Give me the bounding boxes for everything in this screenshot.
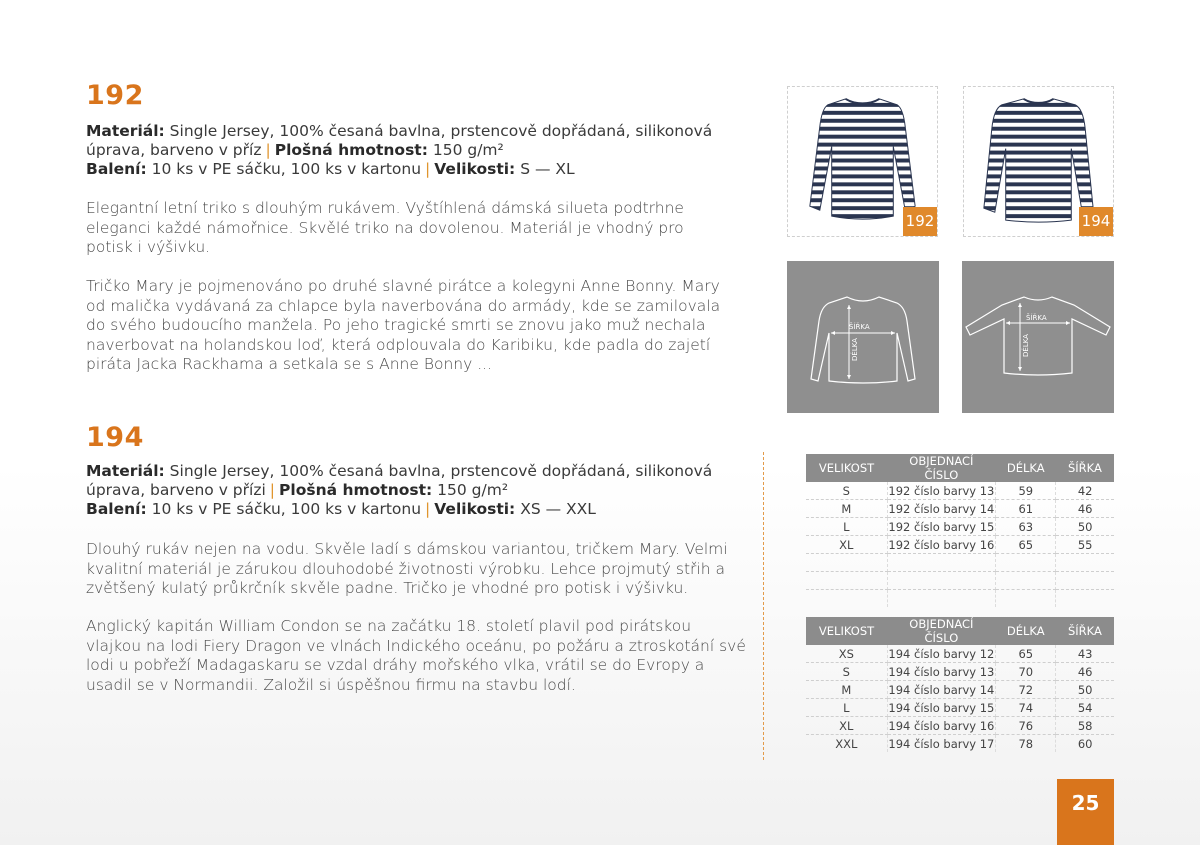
weight-label: Plošná hmotnost:: [274, 141, 428, 159]
table-row: [806, 717, 1114, 735]
cell-order-number: 194 číslo barvy 14: [888, 682, 995, 697]
cell-size: XXL: [806, 735, 887, 753]
table-header-row: [806, 617, 1114, 645]
table-row: [806, 482, 1114, 500]
packing-label: Balení:: [86, 500, 147, 518]
cell-order-number: 194 číslo barvy 13: [888, 664, 995, 679]
product-194-title: 194: [86, 422, 144, 453]
cell-width: 58: [1056, 717, 1114, 735]
cell-size: L: [806, 699, 887, 717]
width-label: ŠÍŘKA: [1026, 314, 1047, 322]
size-table-192: [806, 454, 1114, 607]
table-row: [806, 699, 1114, 717]
cell-length: 65: [996, 645, 1056, 663]
cell-size: XS: [806, 645, 887, 663]
col-width: ŠÍŘKA: [1056, 454, 1114, 482]
table-row: [806, 663, 1114, 681]
product-photo-194: [963, 86, 1114, 237]
separator: |: [425, 160, 431, 178]
cell-width: 50: [1056, 681, 1114, 699]
material-value: Single Jersey, 100% česaná bavlna, prstencově dopřádaná, silikonová úprava, barveno v příz: [86, 122, 713, 159]
column-divider: [763, 452, 764, 760]
col-order-number: OBJEDNACÍ ČÍSLO: [887, 617, 996, 645]
table-row: [806, 681, 1114, 699]
cell-order-number: 194 číslo barvy 12: [888, 646, 995, 661]
cell-width: 46: [1056, 663, 1114, 681]
product-194-description: Dlouhý rukáv nejen na vodu. Skvěle ladí s dámskou variantou, tričkem Mary. Velmi kvalitní materiál je zárukou dlouhodobé životnosti výrobku. Lehce projmutý střih a zvětšený kulatý průkrčník skvěle padne. Tričko je vhodné pro potisk i výšivku.: [86, 540, 728, 597]
cell-size: S: [806, 663, 887, 681]
material-label: Materiál:: [86, 122, 165, 140]
cell-length: 59: [996, 482, 1056, 500]
table-row: [806, 645, 1114, 663]
cell-size: M: [806, 500, 887, 518]
cell-order-number: 194 číslo barvy 17: [888, 736, 995, 751]
table-row-empty: [806, 572, 1114, 590]
product-192-story: Tričko Mary je pojmenováno po druhé slavné pirátce a kolegyni Anne Bonny. Mary od malička vydávaná za chlapce byla naverbována do armády, kde se zamilovala do svého budoucího manžela. Po jeho tragické smrti se znovu jako muž nechala naverbovat na holandskou loď, která odplouvala do Karibiku, kde padla do zajetí piráta Jacka Rackhama a setkala se s Anne Bonny ...: [86, 277, 721, 373]
cell-length: 63: [996, 518, 1056, 536]
cell-width: 42: [1056, 482, 1114, 500]
sizes-label: Velikosti:: [434, 160, 516, 178]
weight-value: 150 g/m²: [437, 481, 509, 499]
shirt-outline-drawing: [787, 261, 939, 413]
length-label: DÉLKA: [851, 338, 859, 361]
product-192-specs: [86, 122, 746, 179]
table-row-empty: [806, 554, 1114, 572]
cell-width: 54: [1056, 699, 1114, 717]
product-192-title: 192: [86, 80, 144, 111]
packing-value: 10 ks v PE sáčku, 100 ks v kartonu: [151, 500, 422, 518]
cell-size: S: [806, 482, 887, 500]
table-header-row: [806, 454, 1114, 482]
cell-length: 70: [996, 663, 1056, 681]
weight-label: Plošná hmotnost:: [279, 481, 433, 499]
material-label: Materiál:: [86, 462, 165, 480]
cell-order-number: 192 číslo barvy 15: [888, 519, 995, 534]
col-size: VELIKOST: [806, 454, 887, 482]
cell-width: 50: [1056, 518, 1114, 536]
cell-width: 46: [1056, 500, 1114, 518]
cell-width: 43: [1056, 645, 1114, 663]
product-194-specs: [86, 462, 746, 519]
cell-order-number: 192 číslo barvy 14: [888, 501, 995, 516]
product-code-badge: 192: [903, 207, 937, 236]
cell-size: M: [806, 681, 887, 699]
product-code-badge: 194: [1079, 207, 1113, 236]
product-194-story: Anglický kapitán William Condon se na začátku 18. století plavil pod pirátskou vlajkou na lodi Fiery Dragon ve vlnách Indického oceánu, po požáru a ztroskotání své lodi u pobřeží Madagaskaru se vzdal dráhy mořského vlka, vrátil se do Evropy a usadil se v Normandii. Založil si úspěšnou firmu na stavbu lodí.: [86, 617, 746, 694]
width-label: ŠÍŘKA: [849, 323, 870, 331]
table-row: [806, 518, 1114, 536]
material-value: Single Jersey, 100% česaná bavlna, prstencově dopřádaná, silikonová úprava, barveno v přízi: [86, 462, 713, 499]
cell-size: XL: [806, 717, 887, 735]
packing-value: 10 ks v PE sáčku, 100 ks v kartonu: [151, 160, 422, 178]
cell-size: XL: [806, 536, 887, 554]
cell-order-number: 194 číslo barvy 15: [888, 700, 995, 715]
size-table-194: [806, 617, 1114, 752]
product-192-description: Elegantní letní triko s dlouhým rukávem. Vyštíhlená dámská silueta podtrhne eleganci každé námořnice. Skvělé triko na dovolenou. Materiál je vhodný pro potisk i výšivku.: [86, 199, 684, 256]
sizes-value: S — XL: [520, 160, 575, 178]
col-width: ŠÍŘKA: [1056, 617, 1114, 645]
table-row: [806, 500, 1114, 518]
sizes-label: Velikosti:: [434, 500, 516, 518]
col-order-number: OBJEDNACÍ ČÍSLO: [887, 454, 996, 482]
cell-length: 72: [996, 681, 1056, 699]
sizes-value: XS — XXL: [520, 500, 596, 518]
col-length: DÉLKA: [996, 617, 1056, 645]
table-row: [806, 735, 1114, 753]
cell-length: 65: [996, 536, 1056, 554]
cell-width: 60: [1077, 736, 1093, 751]
cell-width: 55: [1056, 536, 1114, 554]
cell-size: L: [806, 518, 887, 536]
cell-order-number: 192 číslo barvy 16: [888, 537, 995, 552]
separator: |: [265, 141, 271, 159]
length-label: DÉLKA: [1022, 334, 1030, 357]
table-row: [806, 536, 1114, 554]
col-length: DÉLKA: [996, 454, 1056, 482]
separator: |: [269, 481, 276, 499]
cell-order-number: 194 číslo barvy 16: [888, 718, 995, 733]
cell-length: 61: [996, 500, 1056, 518]
cell-order-number: 192 číslo barvy 13: [888, 483, 995, 498]
cell-length: 74: [996, 699, 1056, 717]
col-size: VELIKOST: [806, 617, 887, 645]
packing-label: Balení:: [86, 160, 147, 178]
table-row-empty: [806, 590, 1114, 608]
page-number: 25: [1057, 779, 1114, 845]
measurement-drawing-194: [962, 261, 1114, 413]
cell-length: 78: [996, 735, 1056, 753]
cell-length: 76: [996, 717, 1056, 735]
measurement-drawing-192: [787, 261, 939, 413]
separator: |: [425, 500, 431, 518]
product-photo-192: [787, 86, 938, 237]
weight-value: 150 g/m²: [432, 141, 504, 159]
shirt-outline-drawing: [962, 261, 1114, 413]
